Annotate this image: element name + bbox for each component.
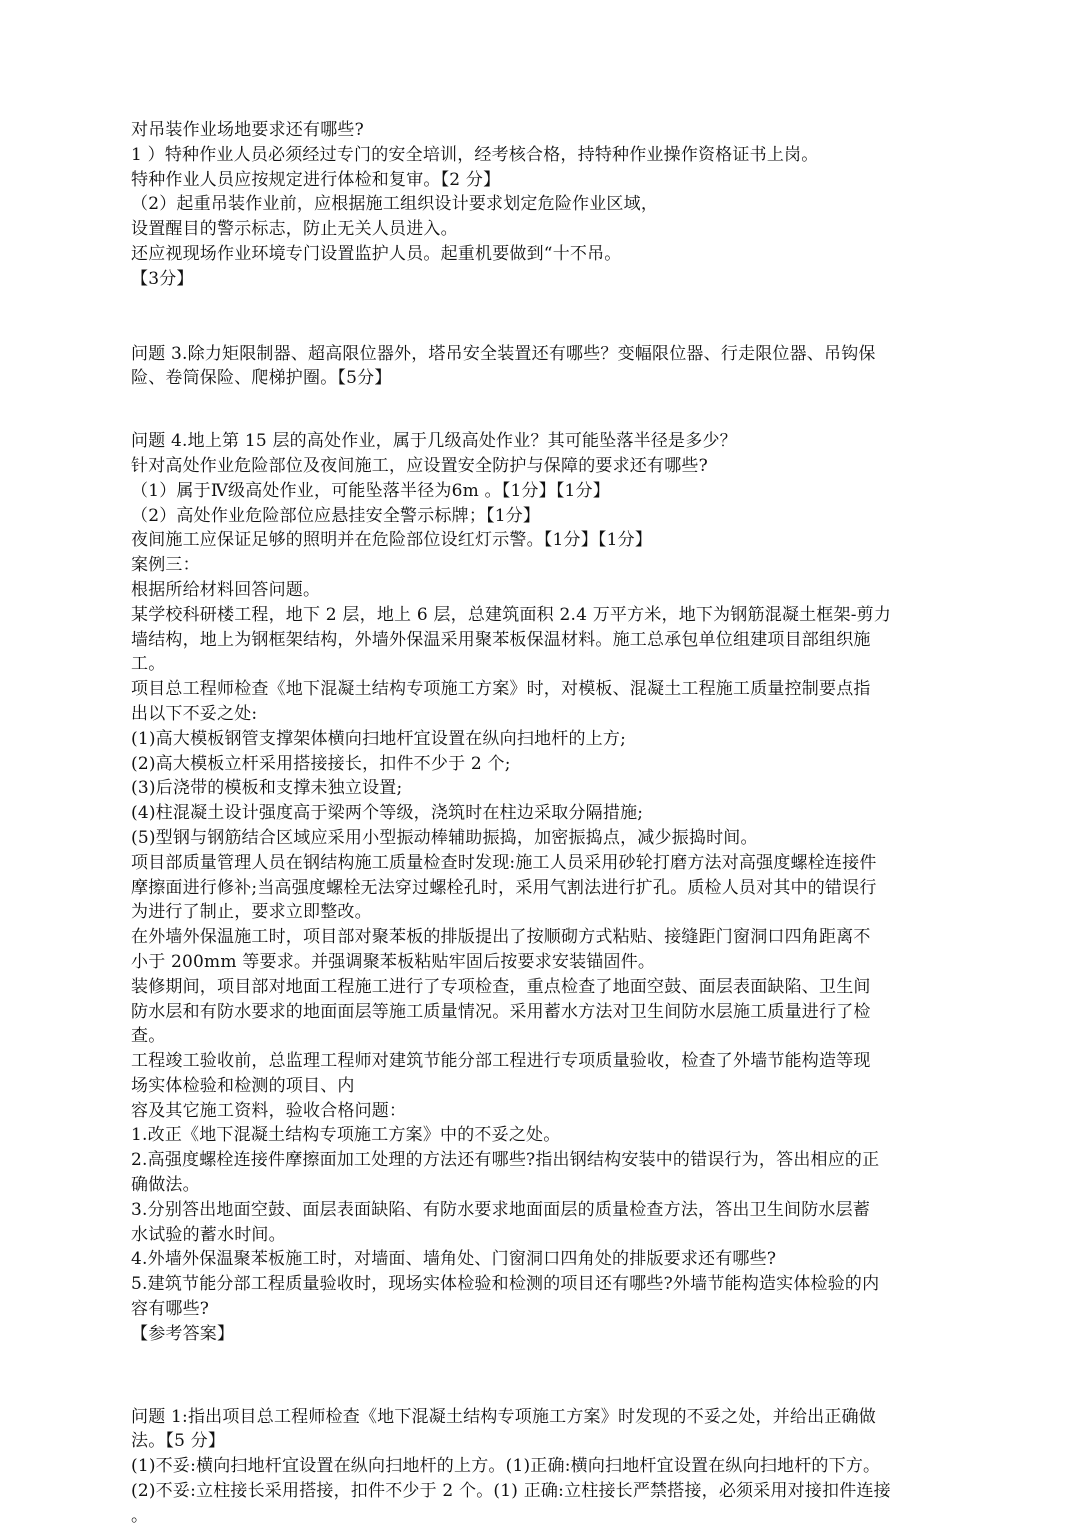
answer-line: 特种作业人员应按规定进行体检和复审。【2 分】 bbox=[131, 169, 501, 190]
question-heading: 对吊装作业场地要求还有哪些? bbox=[131, 120, 364, 140]
list-item: (3)后浇带的模板和支撑未独立设置; bbox=[131, 778, 403, 799]
answer-line: (1)不妥:横向扫地杆宜设置在纵向扫地杆的上方。(1)正确:横向扫地杆宜设置在纵向扫地杆的下方。 bbox=[131, 1456, 881, 1477]
spacer bbox=[131, 292, 971, 342]
case-text-line: 墙结构，地上为钢框架结构，外墙外保温采用聚苯板保温材料。施工总承包单位组建项目部组织施 bbox=[131, 629, 871, 650]
answer-question-line: 法。【5 分】 bbox=[131, 1431, 226, 1452]
answer-line: （2）高处作业危险部位应悬挂安全警示标牌；【1分】 bbox=[131, 505, 541, 526]
question-item: 4.外墙外保温聚苯板施工时，对墙面、墙角处、门窗洞口四角处的排版要求还有哪些? bbox=[131, 1249, 777, 1270]
question-item: 水试验的蓄水时间。 bbox=[131, 1224, 286, 1245]
section-lifting-site-requirements bbox=[131, 118, 971, 292]
answer-line: 还应视现场作业环境专门设置监护人员。起重机要做到“十不吊。 bbox=[131, 243, 622, 264]
case-text-line: 在外墙外保温施工时，项目部对聚苯板的排版提出了按顺砌方式粘贴、接缝距门窗洞口四角距离不 bbox=[131, 927, 871, 948]
answer-line: (2)不妥:立柱接长采用搭接，扣件不少于 2 个。(1) 正确:立柱接长严禁搭接，必须采用对接扣件连接 bbox=[131, 1481, 891, 1502]
section-question-3 bbox=[131, 342, 971, 392]
answer-line: （1）属于Ⅳ级高处作业，可能坠落半径为6m 。【1分】【1分】 bbox=[131, 480, 610, 501]
case-text-line: 出以下不妥之处: bbox=[131, 703, 258, 724]
answer-question-line: 问题 1:指出项目总工程师检查《地下混凝土结构专项施工方案》时发现的不妥之处，并给出正确做 bbox=[131, 1406, 876, 1427]
list-item: (5)型钢与钢筋结合区域应采用小型振动棒辅助振捣，加密振捣点，减少振捣时间。 bbox=[131, 827, 758, 848]
reference-answer-heading: 【参考答案】 bbox=[131, 1323, 235, 1344]
answer-line: （2）起重吊装作业前，应根据施工组织设计要求划定危险作业区域， bbox=[131, 194, 659, 215]
case-text-line: 工程竣工验收前，总监理工程师对建筑节能分部工程进行专项质量验收，检查了外墙节能构造等现 bbox=[131, 1051, 871, 1072]
document-page bbox=[131, 118, 971, 1529]
spacer bbox=[131, 391, 971, 429]
answer-line: 。 bbox=[131, 1505, 149, 1526]
case-text-line: 工。 bbox=[131, 654, 166, 675]
case-text-line: 项目部质量管理人员在钢结构施工质量检查时发现:施工人员采用砂轮打磨方法对高强度螺栓连接件 bbox=[131, 852, 877, 873]
list-item: (1)高大模板钢管支撑架体横向扫地杆宜设置在纵向扫地杆的上方; bbox=[131, 728, 627, 749]
score-tag: 【3分】 bbox=[131, 268, 194, 289]
question-item: 确做法。 bbox=[131, 1175, 200, 1196]
case-text-line: 摩擦面进行修补;当高强度螺栓无法穿过螺栓孔时，采用气割法进行扩孔。质检人员对其中的错误行 bbox=[131, 877, 877, 898]
case-text-line: 防水层和有防水要求的地面面层等施工质量情况。采用蓄水方法对卫生间防水层施工质量进行了检 bbox=[131, 1001, 871, 1022]
case-text-line: 为进行了制止，要求立即整改。 bbox=[131, 902, 372, 923]
instruction-line: 根据所给材料回答问题。 bbox=[131, 579, 321, 600]
answer-line: 1 ）特种作业人员必须经过专门的安全培训，经考核合格，持特种作业操作资格证书上岗。 bbox=[131, 144, 819, 165]
question-line: 问题 3.除力矩限制器、超高限位器外，塔吊安全装置还有哪些？变幅限位器、行走限位器、吊钩保 bbox=[131, 343, 876, 364]
question-line: 问题 4.地上第 15 层的高处作业，属于几级高处作业？其可能坠落半径是多少？ bbox=[131, 431, 737, 452]
list-item: (4)柱混凝土设计强度高于梁两个等级，浇筑时在柱边采取分隔措施; bbox=[131, 803, 644, 824]
question-item: 2.高强度螺栓连接件摩擦面加工处理的方法还有哪些?指出钢结构安装中的错误行为，答出相应的正 bbox=[131, 1150, 880, 1171]
question-line: 险、卷筒保险、爬梯护圈。【5分】 bbox=[131, 368, 392, 389]
case-text-line: 场实体检验和检测的项目、内 bbox=[131, 1075, 355, 1096]
case-text-line: 装修期间，项目部对地面工程施工进行了专项检查，重点检查了地面空鼓、面层表面缺陷、卫生间 bbox=[131, 976, 871, 997]
list-item: (2)高大模板立杆采用搭接接长，扣件不少于 2 个; bbox=[131, 753, 511, 774]
case-text-line: 项目总工程师检查《地下混凝土结构专项施工方案》时，对模板、混凝土工程施工质量控制要点指 bbox=[131, 679, 871, 700]
case-text-line: 容及其它施工资料，验收合格问题： bbox=[131, 1100, 407, 1121]
question-item: 5.建筑节能分部工程质量验收时，现场实体检验和检测的项目还有哪些?外墙节能构造实体检验的内 bbox=[131, 1274, 880, 1295]
answer-line: 夜间施工应保证足够的照明并在危险部位设红灯示警。【1分】【1分】 bbox=[131, 530, 653, 551]
question-item: 3.分别答出地面空鼓、面层表面缺陷、有防水要求地面面层的质量检查方法，答出卫生间防水层蓄 bbox=[131, 1199, 871, 1220]
question-item: 容有哪些? bbox=[131, 1299, 210, 1320]
section-answer-1 bbox=[131, 1405, 971, 1529]
case-heading: 案例三： bbox=[131, 555, 200, 576]
case-text-line: 小于 200mm 等要求。并强调聚苯板粘贴牢固后按要求安装锚固件。 bbox=[131, 951, 656, 972]
section-question-4-and-case-3 bbox=[131, 429, 971, 1346]
question-line: 针对高处作业危险部位及夜间施工，应设置安全防护与保障的要求还有哪些? bbox=[131, 455, 708, 476]
answer-line: 设置醒目的警示标志，防止无关人员进入。 bbox=[131, 219, 458, 240]
case-text-line: 某学校科研楼工程，地下 2 层，地上 6 层，总建筑面积 2.4 万平方米，地下为钢筋混凝土框架-剪力 bbox=[131, 604, 892, 625]
question-item: 1.改正《地下混凝土结构专项施工方案》中的不妥之处。 bbox=[131, 1125, 561, 1146]
case-text-line: 查。 bbox=[131, 1026, 166, 1047]
spacer bbox=[131, 1347, 971, 1405]
